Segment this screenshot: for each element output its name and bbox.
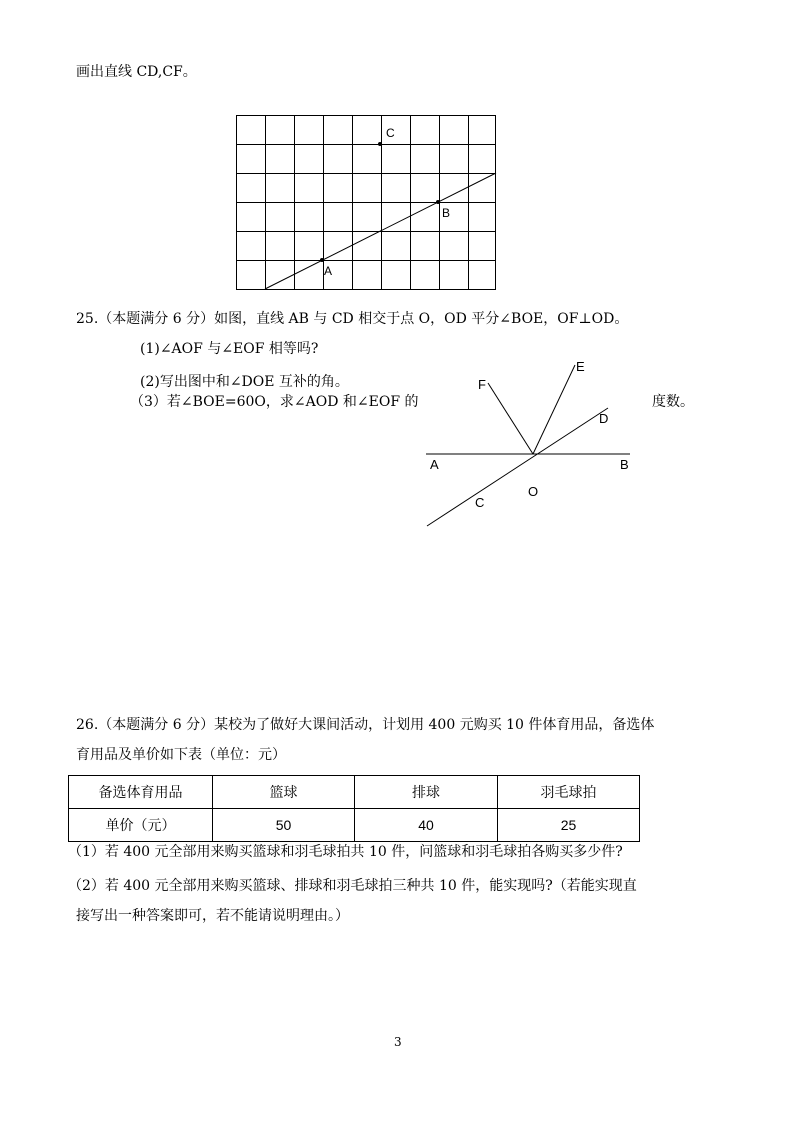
q26-part2-line2: 接写出一种答案即可，若不能请说明理由。） (76, 908, 349, 924)
q26-part1: （1）若 400 元全部用来购买篮球和羽毛球拍共 10 件，问篮球和羽毛球拍各购买多少件? (68, 844, 623, 860)
table-row (69, 776, 640, 809)
label-b: B (442, 206, 451, 220)
table-cell: 备选体育用品 (69, 776, 213, 809)
point-b (436, 200, 440, 204)
table-cell: 单价（元） (69, 809, 213, 842)
angle-figure (420, 355, 640, 535)
label-o: O (528, 484, 539, 499)
ray-of (488, 383, 533, 454)
price-table (68, 775, 640, 842)
intro-line: 画出直线 CD,CF。 (76, 64, 197, 80)
label-b-figure: B (620, 457, 629, 472)
point-c (378, 142, 382, 146)
point-a (320, 258, 324, 262)
q26-line2: 育用品及单价如下表（单位：元） (76, 747, 286, 763)
table-cell: 篮球 (213, 776, 355, 809)
q26-part2-line1: （2）若 400 元全部用来购买篮球、排球和羽毛球拍三种共 10 件，能实现吗?（若能实现直 (68, 878, 637, 894)
label-a-figure: A (430, 457, 439, 472)
line-cd-figure (427, 408, 608, 526)
q25-part2: (2)写出图中和∠DOE 互补的角。 (140, 374, 349, 390)
label-c-figure: C (475, 495, 485, 510)
table-cell: 排球 (355, 776, 498, 809)
table-cell: 50 (213, 809, 355, 842)
label-c: C (386, 126, 395, 140)
label-a: A (324, 264, 333, 278)
q25-header: 25.（本题满分 6 分）如图，直线 AB 与 CD 相交于点 O，OD 平分∠BOE，OF⊥OD。 (76, 311, 629, 327)
q25-part3-end: 度数。 (652, 394, 694, 410)
q25-part3-start: （3）若∠BOE=60O，求∠AOD 和∠EOF 的 (130, 394, 419, 410)
q25-part1: (1)∠AOF 与∠EOF 相等吗? (140, 341, 319, 357)
grid-lines (237, 116, 496, 290)
label-e: E (576, 359, 585, 374)
table-cell: 25 (498, 809, 640, 842)
grid-figure (234, 113, 504, 293)
label-f: F (478, 377, 486, 392)
q26-line1: 26.（本题满分 6 分）某校为了做好大课间活动，计划用 400 元购买 10 件体育用品，备选体 (76, 717, 655, 733)
page-number: 3 (394, 1035, 402, 1049)
table-cell: 40 (355, 809, 498, 842)
ray-oe (533, 365, 575, 454)
table-row (69, 809, 640, 842)
label-d: D (599, 411, 609, 426)
table-cell: 羽毛球拍 (498, 776, 640, 809)
